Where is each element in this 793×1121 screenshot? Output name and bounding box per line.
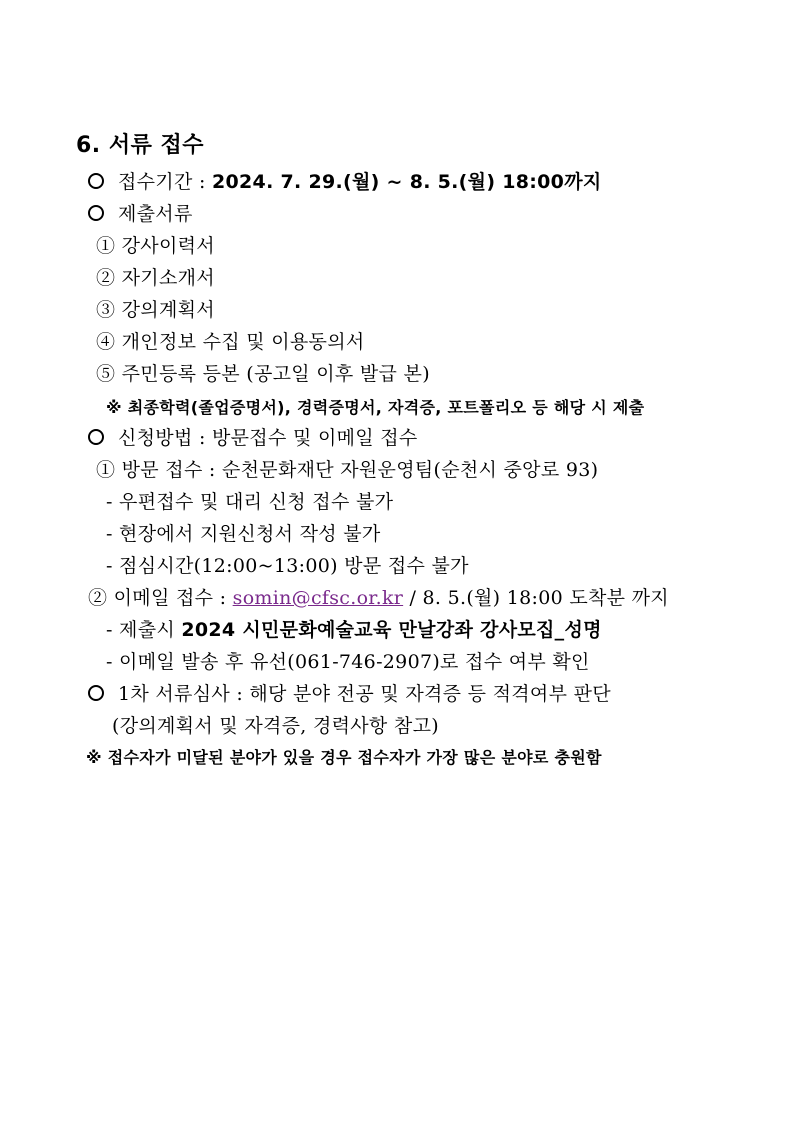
docs-line [88, 202, 193, 226]
review-line [88, 682, 611, 706]
method-label: 신청방법 : 방문접수 및 이메일 접수 [118, 427, 418, 449]
email-note-1-subject: 2024 시민문화예술교육 만날강좌 강사모집_성명 [181, 619, 602, 641]
period-line [88, 170, 602, 194]
circle-bullet-icon [88, 205, 104, 221]
review-label: 1차 서류심사 : 해당 분야 전공 및 자격증 등 적격여부 판단 [118, 683, 611, 705]
doc-item-1: ① 강사이력서 [96, 235, 215, 257]
email-link[interactable]: somin@cfsc.or.kr [232, 587, 404, 609]
doc-item-4: ④ 개인정보 수집 및 이용동의서 [96, 331, 365, 353]
doc-item-5: ⑤ 주민등록 등본 (공고일 이후 발급 본) [96, 363, 430, 385]
method-line [88, 426, 418, 450]
doc-item-2: ② 자기소개서 [96, 267, 215, 289]
visit-note-3: - 점심시간(12:00~13:00) 방문 접수 불가 [106, 555, 469, 577]
circle-bullet-icon [88, 173, 104, 189]
visit-note-2: - 현장에서 지원신청서 작성 불가 [106, 523, 381, 545]
email-note-1 [106, 618, 602, 642]
email-suffix: / 8. 5.(월) 18:00 도착분 까지 [403, 587, 669, 609]
circle-bullet-icon [88, 429, 104, 445]
period-value: 2024. 7. 29.(월) ~ 8. 5.(월) 18:00까지 [212, 171, 602, 193]
circle-bullet-icon [88, 685, 104, 701]
email-note-2: - 이메일 발송 후 유선(061-746-2907)로 접수 여부 확인 [106, 651, 590, 673]
visit-note-1: - 우편접수 및 대리 신청 접수 불가 [106, 491, 394, 513]
section-title: 6. 서류 접수 [76, 133, 204, 158]
docs-note: ※ 최종학력(졸업증명서), 경력증명서, 자격증, 포트폴리오 등 해당 시 제출 [106, 398, 645, 417]
final-note: ※ 접수자가 미달된 분야가 있을 경우 접수자가 가장 많은 분야로 충원함 [86, 748, 602, 767]
docs-label: 제출서류 [118, 203, 193, 225]
email-line [88, 586, 669, 610]
review-note: (강의계획서 및 자격증, 경력사항 참고) [112, 715, 439, 737]
period-label: 접수기간 : [118, 171, 212, 193]
doc-item-3: ③ 강의계획서 [96, 299, 215, 321]
email-prefix: ② 이메일 접수 : [88, 587, 233, 609]
email-note-1-prefix: - 제출시 [106, 619, 182, 641]
visit-line: ① 방문 접수 : 순천문화재단 자원운영팀(순천시 중앙로 93) [96, 459, 599, 481]
